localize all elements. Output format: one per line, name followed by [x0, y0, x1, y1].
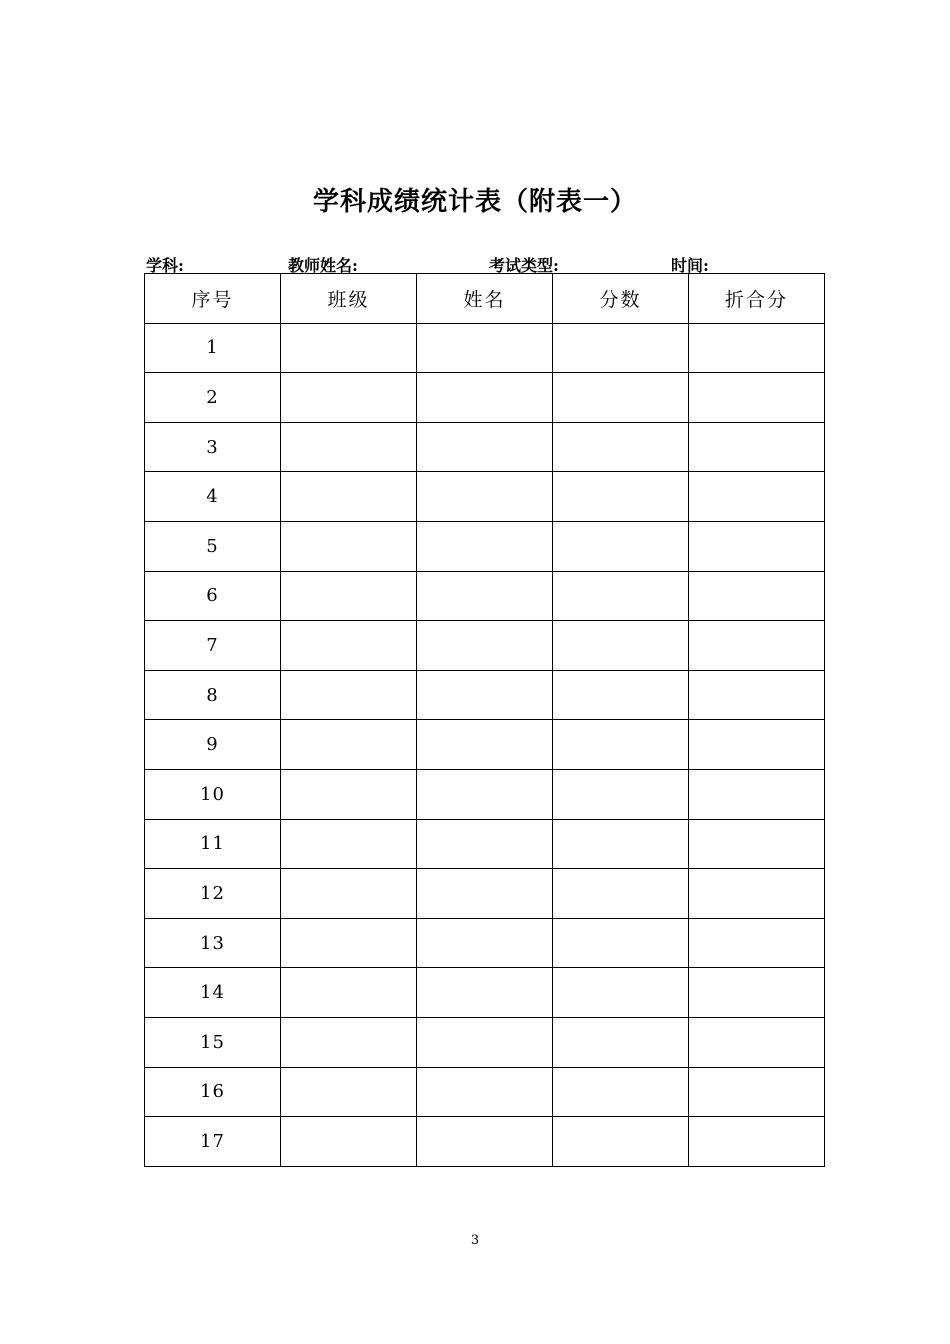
- cell-index: 10: [145, 769, 281, 819]
- table-row: [145, 720, 825, 770]
- table-row: [145, 769, 825, 819]
- cell-name[interactable]: [417, 472, 553, 522]
- table-row: [145, 571, 825, 621]
- cell-class[interactable]: [281, 323, 417, 373]
- header-index: 序号: [145, 274, 281, 324]
- cell-name[interactable]: [417, 968, 553, 1018]
- cell-score[interactable]: [553, 670, 689, 720]
- cell-converted-score[interactable]: [689, 869, 825, 919]
- cell-class[interactable]: [281, 571, 417, 621]
- cell-converted-score[interactable]: [689, 472, 825, 522]
- cell-converted-score[interactable]: [689, 918, 825, 968]
- cell-converted-score[interactable]: [689, 1067, 825, 1117]
- cell-name[interactable]: [417, 819, 553, 869]
- cell-class[interactable]: [281, 621, 417, 671]
- cell-class[interactable]: [281, 769, 417, 819]
- cell-index: 13: [145, 918, 281, 968]
- cell-score[interactable]: [553, 1067, 689, 1117]
- header-name: 姓名: [417, 274, 553, 324]
- cell-score[interactable]: [553, 918, 689, 968]
- cell-score[interactable]: [553, 323, 689, 373]
- table-row: [145, 373, 825, 423]
- cell-index: 2: [145, 373, 281, 423]
- cell-score[interactable]: [553, 521, 689, 571]
- cell-class[interactable]: [281, 1117, 417, 1167]
- cell-score[interactable]: [553, 720, 689, 770]
- table-row: [145, 422, 825, 472]
- cell-converted-score[interactable]: [689, 1017, 825, 1067]
- cell-name[interactable]: [417, 621, 553, 671]
- cell-class[interactable]: [281, 819, 417, 869]
- time-label: 时间:: [671, 256, 709, 275]
- header-score: 分数: [553, 274, 689, 324]
- table-row: [145, 918, 825, 968]
- cell-name[interactable]: [417, 373, 553, 423]
- cell-score[interactable]: [553, 422, 689, 472]
- cell-class[interactable]: [281, 1017, 417, 1067]
- cell-score[interactable]: [553, 621, 689, 671]
- cell-index: 9: [145, 720, 281, 770]
- cell-index: 12: [145, 869, 281, 919]
- cell-score[interactable]: [553, 769, 689, 819]
- cell-score[interactable]: [553, 819, 689, 869]
- cell-score[interactable]: [553, 968, 689, 1018]
- page-number: 3: [470, 1233, 480, 1248]
- cell-score[interactable]: [553, 472, 689, 522]
- table-row: [145, 869, 825, 919]
- cell-name[interactable]: [417, 422, 553, 472]
- subject-label: 学科:: [146, 256, 184, 275]
- table-row: [145, 670, 825, 720]
- cell-name[interactable]: [417, 769, 553, 819]
- cell-index: 5: [145, 521, 281, 571]
- cell-score[interactable]: [553, 869, 689, 919]
- cell-class[interactable]: [281, 968, 417, 1018]
- cell-name[interactable]: [417, 571, 553, 621]
- cell-score[interactable]: [553, 1117, 689, 1167]
- cell-converted-score[interactable]: [689, 968, 825, 1018]
- table-body: [145, 323, 825, 1166]
- teacher-name-label: 教师姓名:: [288, 256, 358, 275]
- cell-converted-score[interactable]: [689, 720, 825, 770]
- cell-converted-score[interactable]: [689, 571, 825, 621]
- cell-class[interactable]: [281, 472, 417, 522]
- cell-index: 8: [145, 670, 281, 720]
- table-row: [145, 1017, 825, 1067]
- cell-name[interactable]: [417, 323, 553, 373]
- cell-class[interactable]: [281, 422, 417, 472]
- header-class: 班级: [281, 274, 417, 324]
- table-row: [145, 621, 825, 671]
- cell-index: 11: [145, 819, 281, 869]
- cell-index: 16: [145, 1067, 281, 1117]
- cell-converted-score[interactable]: [689, 521, 825, 571]
- table-row: [145, 323, 825, 373]
- cell-index: 3: [145, 422, 281, 472]
- cell-class[interactable]: [281, 1067, 417, 1117]
- table-row: [145, 819, 825, 869]
- cell-converted-score[interactable]: [689, 819, 825, 869]
- table-row: [145, 1117, 825, 1167]
- table-row: [145, 968, 825, 1018]
- cell-name[interactable]: [417, 918, 553, 968]
- cell-score[interactable]: [553, 373, 689, 423]
- table-header-row: [145, 274, 825, 324]
- cell-index: 17: [145, 1117, 281, 1167]
- cell-name[interactable]: [417, 521, 553, 571]
- cell-name[interactable]: [417, 1017, 553, 1067]
- cell-index: 1: [145, 323, 281, 373]
- cell-converted-score[interactable]: [689, 422, 825, 472]
- header-converted-score: 折合分: [689, 274, 825, 324]
- cell-converted-score[interactable]: [689, 670, 825, 720]
- cell-name[interactable]: [417, 1067, 553, 1117]
- cell-converted-score[interactable]: [689, 769, 825, 819]
- cell-index: 7: [145, 621, 281, 671]
- table-row: [145, 1067, 825, 1117]
- cell-converted-score[interactable]: [689, 1117, 825, 1167]
- cell-converted-score[interactable]: [689, 323, 825, 373]
- cell-index: 14: [145, 968, 281, 1018]
- cell-class[interactable]: [281, 918, 417, 968]
- table-row: [145, 521, 825, 571]
- cell-class[interactable]: [281, 670, 417, 720]
- cell-index: 15: [145, 1017, 281, 1067]
- cell-class[interactable]: [281, 373, 417, 423]
- cell-score[interactable]: [553, 571, 689, 621]
- table-row: [145, 472, 825, 522]
- cell-class[interactable]: [281, 521, 417, 571]
- cell-name[interactable]: [417, 869, 553, 919]
- score-table: [144, 273, 825, 1167]
- cell-class[interactable]: [281, 869, 417, 919]
- cell-score[interactable]: [553, 1017, 689, 1067]
- cell-index: 6: [145, 571, 281, 621]
- page-title: 学科成绩统计表（附表一）: [312, 187, 637, 217]
- cell-index: 4: [145, 472, 281, 522]
- cell-converted-score[interactable]: [689, 621, 825, 671]
- cell-name[interactable]: [417, 720, 553, 770]
- cell-name[interactable]: [417, 1117, 553, 1167]
- exam-type-label: 考试类型:: [489, 256, 559, 275]
- cell-converted-score[interactable]: [689, 373, 825, 423]
- cell-name[interactable]: [417, 670, 553, 720]
- cell-class[interactable]: [281, 720, 417, 770]
